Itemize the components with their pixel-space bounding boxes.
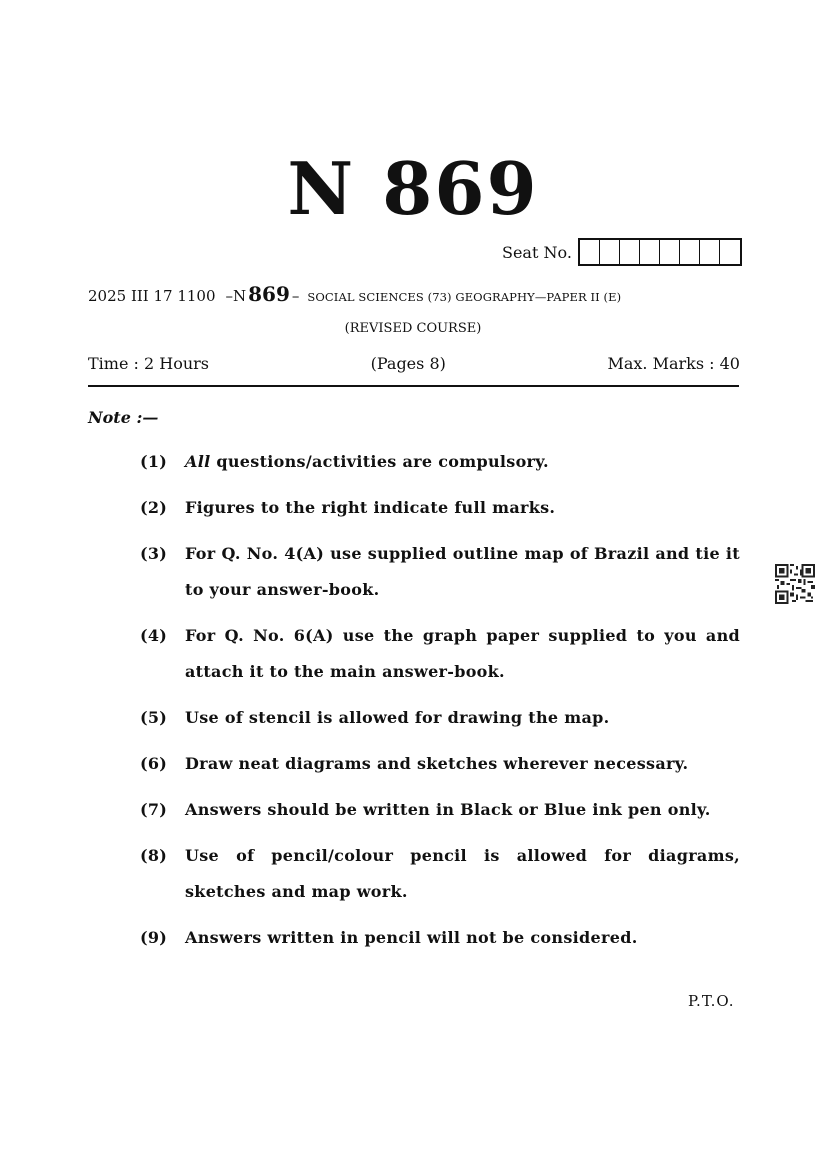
seat-boxes[interactable] xyxy=(578,238,742,266)
list-item xyxy=(140,498,740,526)
seat-label: Seat No. xyxy=(502,242,572,262)
time-label: Time : 2 Hours xyxy=(88,354,210,373)
note-text: For Q. No. 6(A) use the graph paper supplied to you and attach it to the main answer-book. xyxy=(185,626,740,681)
list-item xyxy=(140,626,740,690)
list-item xyxy=(140,544,740,608)
note-number: (4) xyxy=(140,626,168,645)
list-item xyxy=(140,754,740,782)
note-number: (5) xyxy=(140,708,168,727)
note-number: (8) xyxy=(140,846,168,865)
note-text xyxy=(185,444,740,480)
seat-box[interactable] xyxy=(620,240,640,264)
seat-box[interactable] xyxy=(720,240,740,264)
seat-box[interactable] xyxy=(640,240,660,264)
note-text: Figures to the right indicate full marks. xyxy=(185,498,556,517)
note-text: Answers written in pencil will not be considered. xyxy=(185,928,638,947)
note-text: Draw neat diagrams and sketches wherever necessary. xyxy=(185,754,689,773)
note-number: (1) xyxy=(140,452,168,471)
seat-box[interactable] xyxy=(580,240,600,264)
seat-box[interactable] xyxy=(600,240,620,264)
note-number: (6) xyxy=(140,754,168,773)
list-item xyxy=(140,800,740,828)
pages-label: (Pages 8) xyxy=(370,354,446,373)
qr-code-icon xyxy=(775,564,815,604)
note-number: (3) xyxy=(140,544,168,563)
seat-box[interactable] xyxy=(680,240,700,264)
max-marks-label: Max. Marks : 40 xyxy=(607,354,740,373)
seat-number-field xyxy=(502,238,742,266)
notes-list xyxy=(140,452,740,974)
subject-line xyxy=(88,282,748,306)
note-number: (7) xyxy=(140,800,168,819)
course-label: (REVISED COURSE) xyxy=(344,321,482,336)
seat-box[interactable] xyxy=(700,240,720,264)
list-item xyxy=(140,708,740,736)
note-number: (9) xyxy=(140,928,168,947)
note-text: Use of pencil/colour pencil is allowed for diagrams, sketches and map work. xyxy=(185,846,740,901)
note-text: Answers should be written in Black or Blue ink pen only. xyxy=(185,800,711,819)
code-dash-left: –N xyxy=(225,287,247,305)
pto-label: P.T.O. xyxy=(688,992,735,1010)
note-emphasis: All xyxy=(185,452,211,471)
exam-meta xyxy=(88,354,740,373)
list-item xyxy=(140,452,740,480)
paper-code: N 869 xyxy=(287,146,539,231)
exam-session: 2025 III 17 1100 xyxy=(88,287,216,305)
list-item xyxy=(140,928,740,956)
note-heading: Note :— xyxy=(88,408,159,427)
code-number: 869 xyxy=(248,282,290,306)
note-number: (2) xyxy=(140,498,168,517)
code-dash-right: – xyxy=(291,287,300,305)
note-text: For Q. No. 4(A) use supplied outline map of Brazil and tie it to your answer-book. xyxy=(185,544,740,599)
note-text: Use of stencil is allowed for drawing the map. xyxy=(185,708,610,727)
note-text-body: questions/activities are compulsory. xyxy=(216,452,549,471)
subject-title: SOCIAL SCIENCES (73) GEOGRAPHY—PAPER II (E) xyxy=(307,290,622,304)
divider xyxy=(88,385,739,387)
seat-box[interactable] xyxy=(660,240,680,264)
list-item xyxy=(140,846,740,910)
